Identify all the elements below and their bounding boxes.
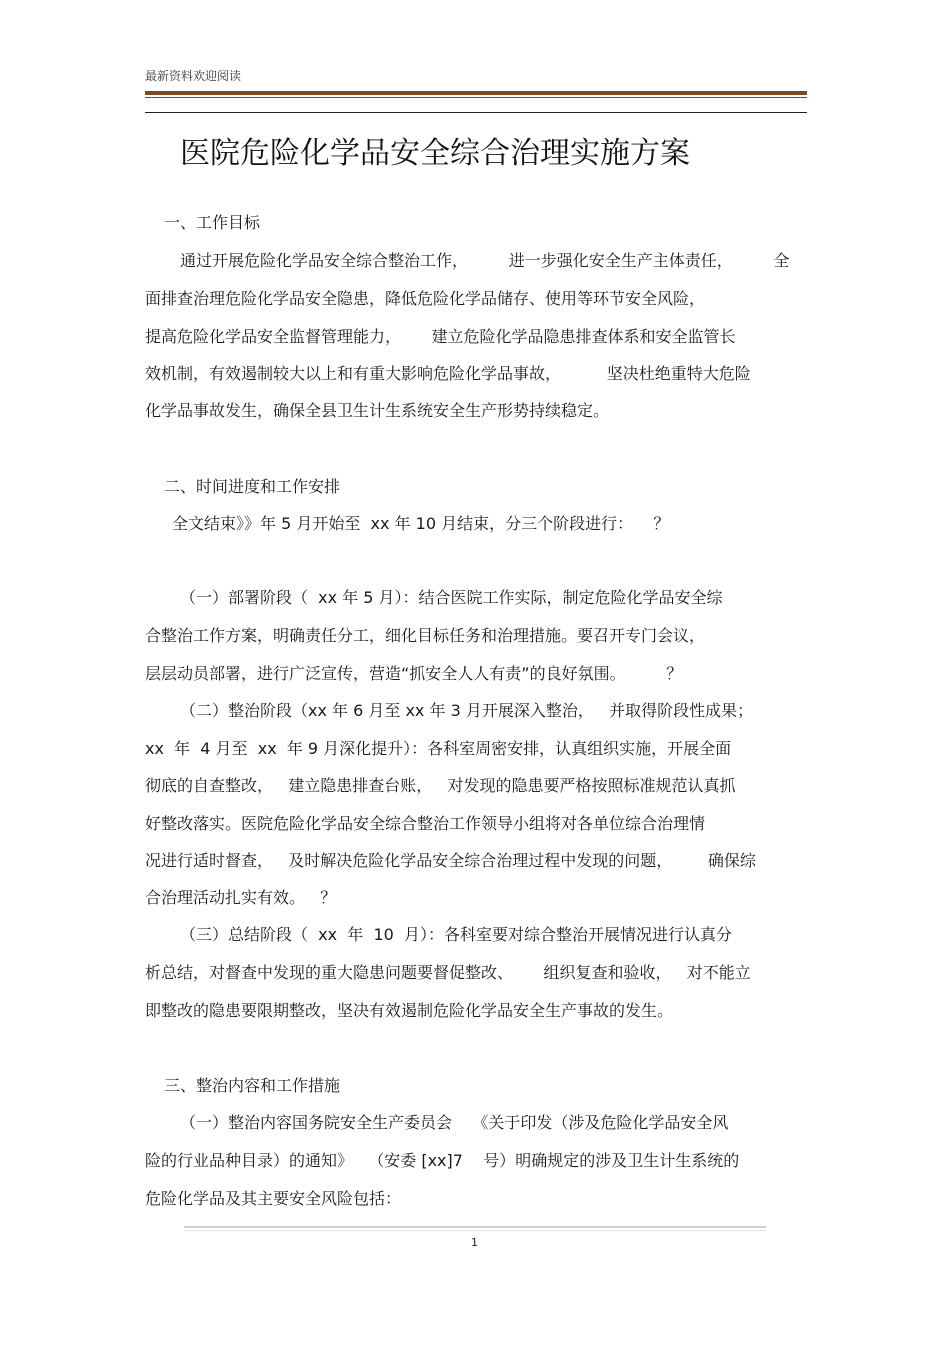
paragraph-line: 况进行适时督查， 及时解决危险化学品安全综合治理过程中发现的问题， 确保综 — [145, 851, 756, 870]
paragraph-line: 化学品事故发生，确保全县卫生计生系统安全生产形势持续稳定。 — [145, 401, 610, 420]
paragraph-line: 危险化学品及其主要安全风险包括： — [145, 1189, 402, 1208]
paragraph-line: 合整治工作方案，明确责任分工，细化目标任务和治理措施。要召开专门会议， — [145, 626, 706, 645]
paragraph-line: 提高危险化学品安全监督管理能力， 建立危险化学品隐患排查体系和安全监管长 — [145, 327, 736, 346]
paragraph-line: （二）整治阶段（xx 年 6 月至 xx 年 3 月开展深入整治， 并取得阶段性成果； — [180, 701, 754, 720]
paragraph-line: （三）总结阶段（ xx 年 10 月）：各科室要对综合整治开展情况进行认真分 — [180, 925, 732, 944]
document-title: 医院危险化学品安全综合治理实施方案 — [180, 136, 690, 171]
paragraph-line: 彻底的自查整改， 建立隐患排查台账， 对发现的隐患要严格按照标准规范认真抓 — [145, 776, 736, 795]
title-top-rule — [145, 112, 807, 113]
header-rule-thick — [145, 91, 807, 95]
paragraph-line: 合治理活动扎实有效。 ？ — [145, 888, 337, 907]
paragraph-line: 面排查治理危险化学品安全隐患，降低危险化学品储存、使用等环节安全风险， — [145, 289, 706, 308]
paragraph-line: 险的行业品种目录）的通知》 （安委 [xx]7 号）明确规定的涉及卫生计生系统的 — [145, 1151, 740, 1170]
paragraph-line: 好整改落实。医院危险化学品安全综合整治工作领导小组将对各单位综合治理情 — [145, 814, 706, 833]
paragraph-line: （一）部署阶段（ xx 年 5 月）：结合医院工作实际，制定危险化学品安全综 — [180, 588, 723, 607]
page-number: 1 — [471, 1236, 478, 1249]
section-heading-2: 二、时间进度和工作安排 — [164, 477, 341, 496]
paragraph-line: xx 年 4 月至 xx 年 9 月深化提升）：各科室周密安排，认真组织实施，开展全面 — [145, 739, 732, 758]
section-heading-1: 一、工作目标 — [164, 213, 261, 232]
paragraph-line: 层层动员部署，进行广泛宣传，营造“抓安全人人有责”的良好氛围。 ？ — [145, 664, 683, 683]
footer-rule-light — [184, 1230, 766, 1231]
paragraph-line: （一）整治内容国务院安全生产委员会 《关于印发（涉及危险化学品安全风 — [180, 1113, 729, 1132]
footer-rule — [184, 1226, 766, 1228]
paragraph-line: 析总结，对督查中发现的重大隐患问题要督促整改、 组织复查和验收， 对不能立 — [145, 963, 751, 982]
paragraph-line: 全文结束》》年 5 月开始至 xx 年 10 月结束，分三个阶段进行： ？ — [172, 514, 670, 533]
paragraph-line: 效机制，有效遏制较大以上和有重大影响危险化学品事故， 坚决杜绝重特大危险 — [145, 364, 751, 383]
header-rule-thin — [145, 97, 807, 98]
paragraph-line: 通过开展危险化学品安全综合整治工作， 进一步强化安全生产主体责任， 全 — [180, 251, 790, 270]
running-header: 最新资料欢迎阅读 — [145, 69, 242, 83]
section-heading-3: 三、整治内容和工作措施 — [164, 1076, 341, 1095]
paragraph-line: 即整改的隐患要限期整改，坚决有效遏制危险化学品安全生产事故的发生。 — [145, 1001, 674, 1020]
